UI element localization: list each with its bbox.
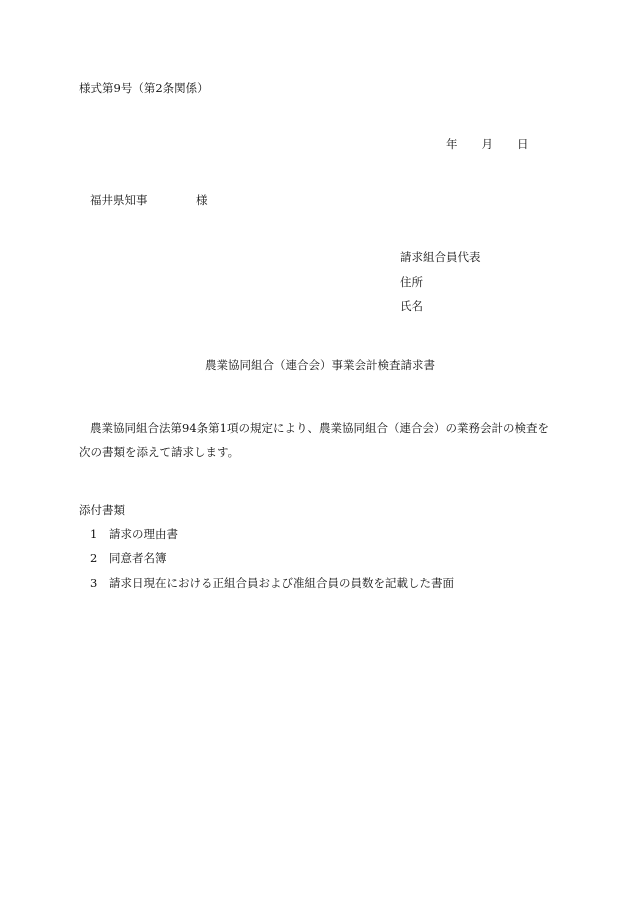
date-day-label: 日: [517, 137, 529, 151]
attachment-text: 請求の理由書: [109, 527, 178, 541]
attachment-text: 請求日現在における正組合員および准組合員の員数を記載した書面: [109, 576, 454, 590]
date-month-label: 月: [481, 137, 493, 151]
attachment-item: [90, 578, 454, 590]
attachment-number: 1: [90, 527, 98, 541]
date-year-label: 年: [446, 137, 458, 151]
form-number: 様式第9号（第2条関係）: [79, 81, 209, 95]
attachment-item: [90, 529, 178, 541]
attachments-heading: 添付書類: [79, 503, 125, 517]
document-title: 農業協同組合（連合会）事業会計検査請求書: [205, 358, 435, 372]
body-paragraph: 農業協同組合法第94条第1項の規定により、農業協同組合（連合会）の業務会計の検査を次の書類を添えて請求します。: [79, 421, 549, 459]
attachment-number: 3: [90, 576, 98, 590]
requester-representative-label: 請求組合員代表: [400, 250, 481, 264]
date-line: [446, 139, 529, 151]
requester-name-label: 氏名: [400, 299, 423, 313]
addressee-honorific: 様: [196, 193, 208, 207]
attachment-item: [90, 553, 167, 565]
requester-address-label: 住所: [400, 275, 423, 289]
attachment-number: 2: [90, 551, 98, 565]
attachment-text: 同意者名簿: [109, 551, 167, 565]
addressee-name: 福井県知事: [90, 193, 148, 207]
